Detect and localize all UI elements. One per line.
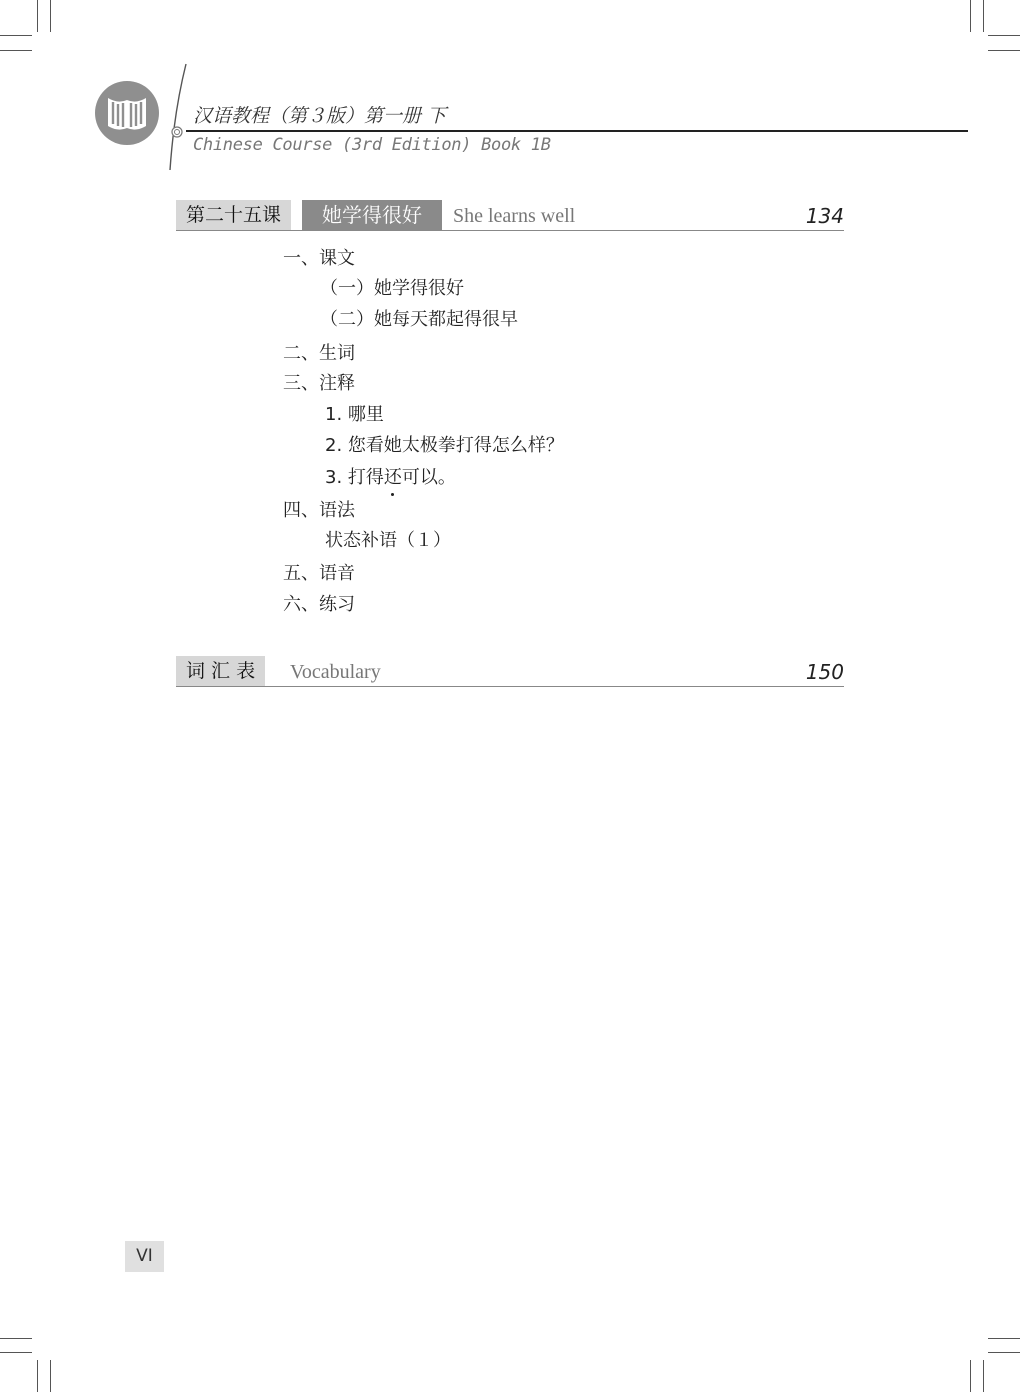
outline-note-1: 1. 哪里 — [325, 404, 384, 425]
outline-section-exercises: 六、练习 — [283, 594, 355, 615]
crop-mark — [970, 1360, 971, 1392]
outline-section-grammar: 四、语法 — [283, 500, 355, 521]
outline-text-2: （二）她每天都起得很早 — [320, 309, 518, 330]
lesson-number: 第二十五课 — [176, 200, 291, 230]
page-number-tab: VI — [125, 1241, 164, 1272]
crop-mark — [988, 35, 1020, 36]
toc-entry-lesson-25[interactable] — [176, 200, 844, 231]
lesson-title-en: She learns well — [453, 205, 576, 227]
crop-mark — [0, 50, 32, 51]
crop-mark — [988, 50, 1020, 51]
crop-mark — [0, 35, 32, 36]
lesson-title-cn: 她学得很好 — [302, 200, 442, 230]
note-3-prefix: 3. 打得 — [325, 467, 384, 488]
crop-mark — [988, 1338, 1020, 1339]
outline-section-notes: 三、注释 — [283, 373, 355, 394]
crop-mark — [37, 0, 38, 32]
outline-note-2: 2. 您看她太极拳打得怎么样？ — [325, 435, 564, 456]
vocabulary-page-number: 150 — [805, 660, 844, 684]
crop-mark — [0, 1352, 32, 1353]
outline-section-phonetics: 五、语音 — [283, 563, 355, 584]
vocabulary-label-en: Vocabulary — [290, 661, 381, 683]
running-title-cn: 汉语教程（第３版）第一册 下 — [193, 105, 447, 127]
book-logo-icon — [94, 80, 160, 146]
toc-entry-vocabulary[interactable] — [176, 656, 844, 687]
crop-mark — [37, 1360, 38, 1392]
outline-note-3 — [325, 466, 456, 490]
crop-mark — [970, 0, 971, 32]
vocabulary-label-cn: 词 汇 表 — [176, 656, 265, 686]
outline-section-text: 一、课文 — [283, 248, 355, 269]
crop-mark — [0, 1338, 32, 1339]
outline-text-1: （一）她学得很好 — [320, 278, 464, 299]
running-title-en: Chinese Course (3rd Edition) Book 1B — [193, 135, 551, 155]
crop-mark — [50, 0, 51, 32]
lesson-page-number: 134 — [805, 204, 844, 228]
note-3-emphasis: 还 — [383, 467, 402, 488]
outline-section-vocabulary: 二、生词 — [283, 343, 355, 364]
crop-mark — [983, 0, 984, 32]
crop-mark — [988, 1352, 1020, 1353]
crop-mark — [50, 1360, 51, 1392]
crop-mark — [983, 1360, 984, 1392]
header-rule — [186, 130, 968, 132]
outline-grammar-1: 状态补语（１） — [325, 530, 451, 551]
note-3-suffix: 可以。 — [401, 467, 456, 488]
